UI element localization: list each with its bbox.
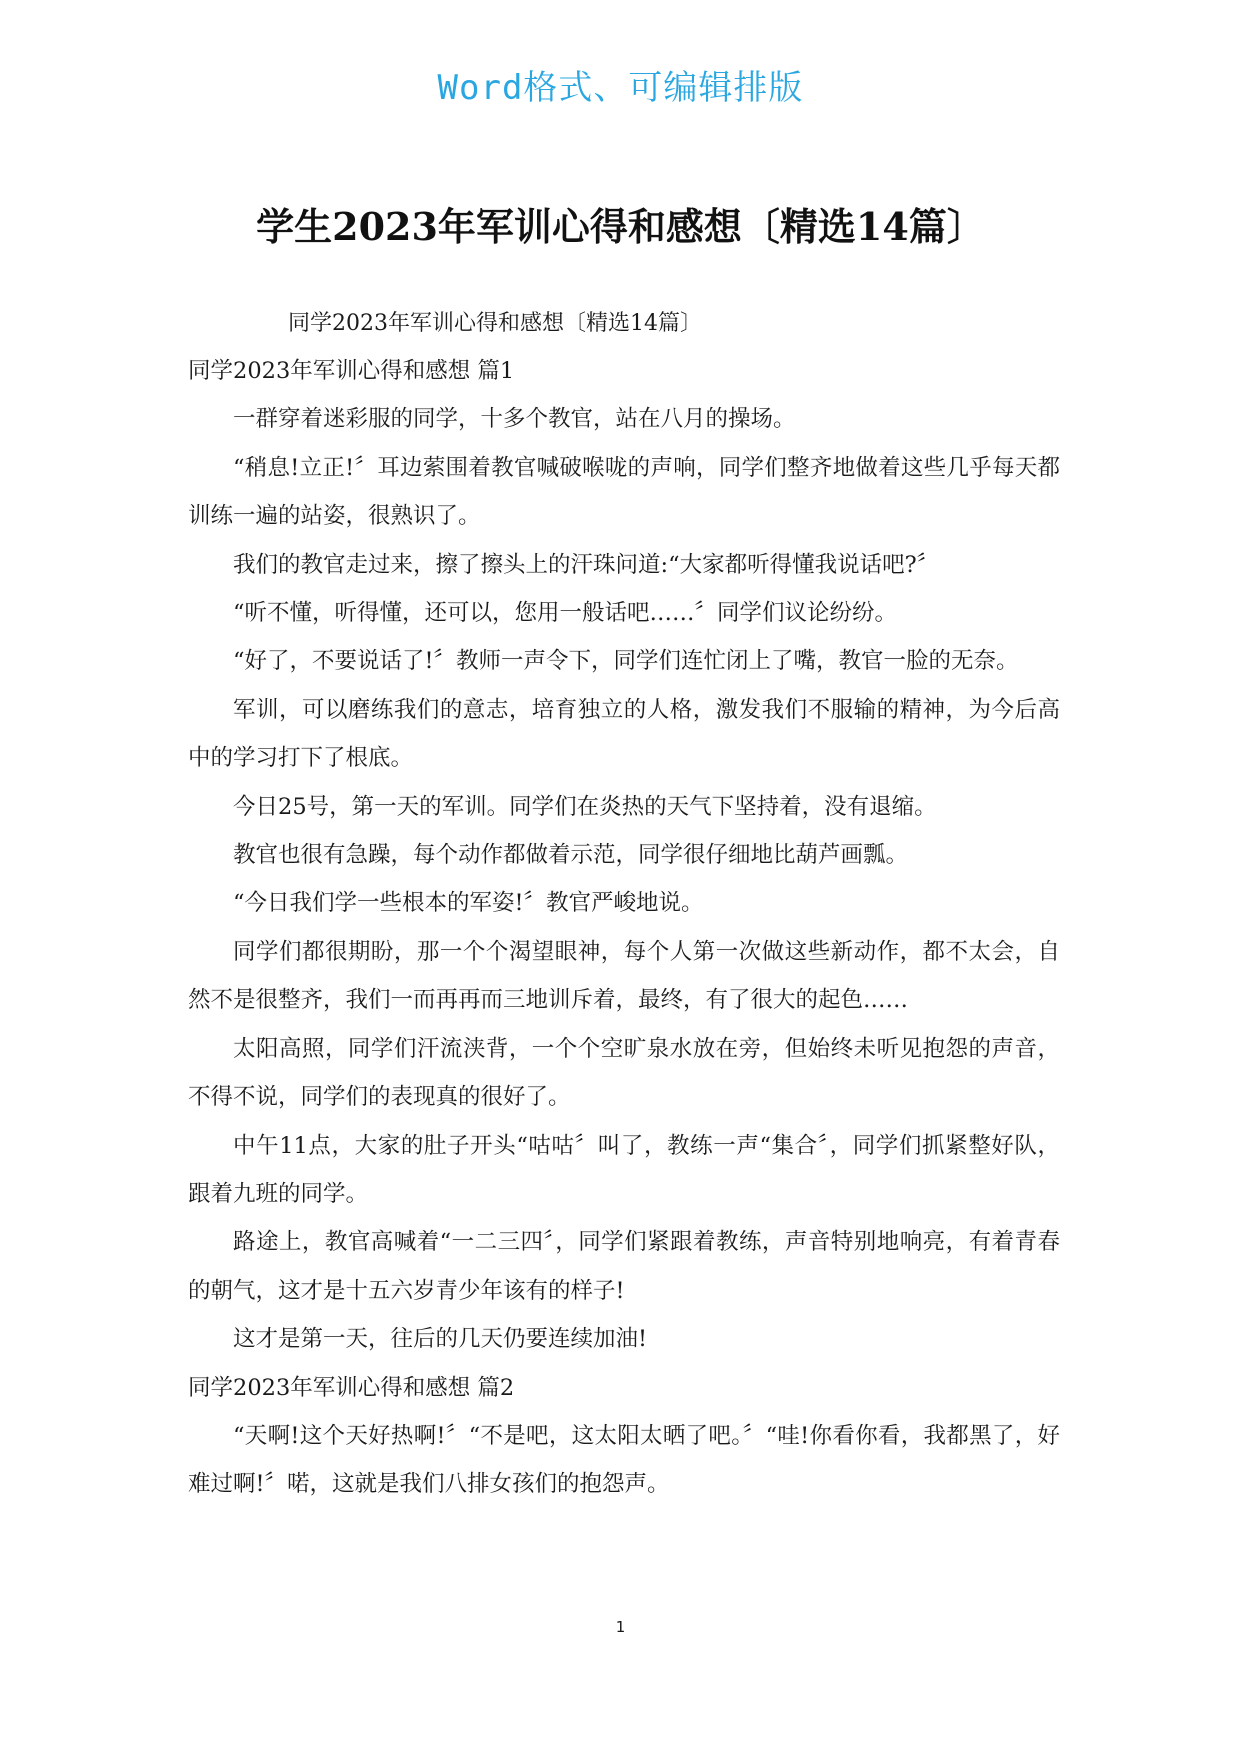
paragraph: 太阳高照，同学们汗流浃背，一个个空旷泉水放在旁，但始终未听见抱怨的声音，不得不说，同学们的表现真的很好了。 (188, 1035, 1060, 1111)
document-subtitle: 同学2023年军训心得和感想〔精选14篇〕 (288, 311, 702, 336)
paragraph: 今日25号，第一天的军训。同学们在炎热的天气下坚持着，没有退缩。 (233, 793, 937, 820)
document-body (188, 347, 1060, 1509)
paragraph: “好了，不要说话了!〞教师一声令下，同学们连忙闭上了嘴，教官一脸的无奈。 (233, 648, 1019, 675)
section-heading: 同学2023年军训心得和感想 篇2 (188, 1374, 515, 1401)
paragraph: 教官也很有急躁，每个动作都做着示范，同学很仔细地比葫芦画瓢。 (233, 842, 909, 869)
paragraph: “今日我们学一些根本的军姿!〞教官严峻地说。 (233, 890, 704, 917)
header-watermark: Word格式、可编辑排版 (437, 68, 804, 108)
paragraph: 一群穿着迷彩服的同学，十多个教官，站在八月的操场。 (233, 406, 796, 433)
paragraph: 军训，可以磨练我们的意志，培育独立的人格，激发我们不服输的精神，为今后高中的学习打下了根底。 (188, 696, 1060, 772)
paragraph: 中午11点，大家的肚子开头“咕咕〞叫了，教练一声“集合〞，同学们抓紧整好队，跟着九班的同学。 (188, 1132, 1060, 1207)
paragraph: 同学们都很期盼，那一个个渴望眼神，每个人第一次做这些新动作，都不太会，自然不是很整齐，我们一而再再而三地训斥着，最终，有了很大的起色…… (188, 938, 1060, 1014)
page-number: 1 (615, 1618, 626, 1636)
section-heading: 同学2023年军训心得和感想 篇1 (188, 358, 515, 384)
paragraph: “天啊!这个天好热啊!〞“不是吧，这太阳太晒了吧。〞“哇!你看你看，我都黑了，好难过啊!〞喏，这就是我们八排女孩们的抱怨声。 (188, 1422, 1060, 1498)
paragraph: “听不懂，听得懂，还可以，您用一般话吧……〞同学们议论纷纷。 (233, 600, 898, 627)
paragraph: 路途上，教官高喊着“一二三四〞，同学们紧跟着教练，声音特别地响亮，有着青春的朝气，这才是十五六岁青少年该有的样子! (188, 1229, 1060, 1304)
document-title: 学生2023年军训心得和感想〔精选14篇〕 (256, 204, 985, 249)
paragraph: 我们的教官走过来，擦了擦头上的汗珠问道:“大家都听得懂我说话吧?〞 (233, 551, 940, 578)
paragraph: “稍息!立正!〞耳边萦围着教官喊破喉咙的声响，同学们整齐地做着这些几乎每天都训练一遍的站姿，很熟识了。 (188, 454, 1060, 530)
paragraph: 这才是第一天，往后的几天仍要连续加油! (233, 1326, 648, 1353)
